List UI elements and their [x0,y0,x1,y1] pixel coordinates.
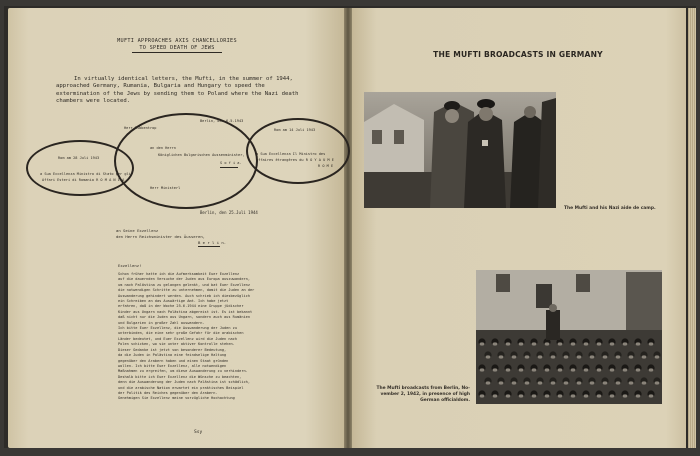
letter-body-line: Maßnahmen zu ergreifen, um diese Auswanderung zu verhindern. [118,369,248,374]
crowd-face [649,368,654,371]
crowd-face [558,368,563,371]
doc-recipient-3a: a Sua Eccellenza Il Ministro des [256,152,326,156]
crowd-face [558,394,563,397]
crowd-face [545,368,550,371]
doc-addr-2: an den Herrn [150,146,176,150]
crowd-face [629,381,634,384]
letter-body-line: wollen. Ich bitte Euer Exzellenz, alle notwendigen [118,363,227,368]
crowd-face [493,394,498,397]
crowd-face [506,342,511,345]
letter-body-line: ein Schreiben an das Auswärtige Amt. Ich habe jetzt [118,299,229,304]
crowd-face [532,394,537,397]
crowd-face [538,355,543,358]
crowd-face [603,355,608,358]
crowd-face [506,394,511,397]
crowd-face [486,381,491,384]
left-page-title: MUFTI APPROACHES AXIS CHANCELLORIES TO SPEED DEATH OF JEWS [117,38,237,51]
crowd-face [506,368,511,371]
crowd-face [610,394,615,397]
letter-body-line: Dieser Gedanke ist jetzt von besonderer Bedeutung, [118,347,227,352]
caption-photo-1: The Mufti and his Nazi aide de camp. [564,206,656,211]
letter-body-line: unterbinden, die eine sehr große Gefahr für die arabischen [118,331,244,336]
doc-recipient-2a: a Sua Eccellenza Ministro di Stato per gli [40,172,131,176]
crowd-face [532,368,537,371]
letter-body [118,272,328,402]
doc-addr-3: Königlichen Bulgarischen Aussenminister, [158,153,245,157]
crowd-face [564,355,569,358]
crowd-face [584,394,589,397]
crowd-face [519,394,524,397]
letter-body-line: Polen schicken, wo sie unter aktiver Kontrolle stehen. [118,342,235,347]
crowd-face [655,381,660,384]
letter-body-line: um nach Palästina zu gelangen gelenkt, und bat Euer Exzellenz [118,282,250,287]
crowd-face [512,381,517,384]
doc-recipient-3b: affaires étrangères du R O Y A U M E [256,158,334,162]
letter-body-line: der Politik des Reiches gegenüber den Arabern. [118,390,218,395]
crowd-face [480,342,485,345]
caption-2-line: German officialdom. [420,398,470,403]
crowd-face [571,342,576,345]
caption-photo-2 [366,386,470,404]
crowd-face [558,342,563,345]
addressee-3: B e r l i n. [198,240,227,245]
letter-body-line: die notwendigen Schritte zu unternehmen, damit die Juden an der [118,288,255,293]
crowd-face [590,355,595,358]
crowd-face [577,381,582,384]
crowd-face [590,381,595,384]
crowd-face [623,342,628,345]
crowd-face [564,381,569,384]
doc-date-4: Berlin, den 25.Juli 1944 [200,210,258,215]
crowd-face [480,368,485,371]
signature: Ssy [194,430,203,435]
title-underline [132,52,222,53]
caption-2-line: The Mufti broadcasts from Berlin, No- [376,386,470,391]
addressee-2: den Herrn Reichsminister des Äusseren, [116,234,206,239]
page-edges [688,8,696,448]
letter-body-line: Auswanderung gehindert werden. Auch schrieb ich diesbezüglich [118,293,250,298]
right-page-title: THE MUFTI BROADCASTS IN GERMANY [433,50,603,59]
crowd-face [538,381,543,384]
crowd-face [649,394,654,397]
crowd-face [649,342,654,345]
letter-body-line: Länder bedeutet, und Euer Exzellenz wird die Juden nach [118,336,237,341]
letter-body-line: Kinder aus Ungarn nach Palästina abgereist ist. Es ist bekannt [118,309,253,314]
photo-mufti-broadcast [476,270,662,404]
letter-body-line: und die arabische Nation erwartet ein praktisches Beispiel [118,385,244,390]
crowd-face [499,381,504,384]
salutation: Exzellenz! [118,263,142,268]
crowd-face [655,355,660,358]
photo-mufti-broadcast-image [476,270,662,404]
crowd-face [603,381,608,384]
letter-body-line: denn die Auswanderung der Juden nach Palästina ist schädlich, [118,380,250,385]
doc-date-3: Rom am 14 Juli 1943 [274,128,316,132]
letter-body-line: Deshalb bitte ich Euer Exzellenz die Wünsche zu beachten, [118,374,242,379]
doc-date-1: Berlin, den 6.5.1943 [200,119,244,123]
crowd-face [480,394,485,397]
crowd-face [629,355,634,358]
letter-body-line: gegenüber den Arabern haben und einen Staat gründen [118,358,229,363]
crowd-face [571,368,576,371]
crowd-face [597,342,602,345]
addressee-3-underline [198,246,220,247]
crowd-face [636,368,641,371]
letter-body-line: da die Juden in Palästina eine feindselige Haltung [118,353,227,358]
crowd-face [519,342,524,345]
crowd-face [512,355,517,358]
intro-paragraph: In virtually identical letters, the Mufti, in the summer of 1944, approached Germany, Rumania, Bulgaria and Hungary to speed the extermination of the Jews by sending them to Poland where the Nazi death chambers were located. [56,76,299,105]
crowd-face [616,381,621,384]
doc-city-3: R O M E [318,164,334,168]
crowd-face [610,368,615,371]
crowd-face [493,368,498,371]
caption-2-line: vember 2, 1942, in presence of high [380,392,470,397]
letter-body-line: Schon früher hatte ich die Aufmerksamkeit Euer Exzellenz [118,272,240,276]
letter-body-line: Genehmigen Sie Exzellenz meine vorzügliche Hochachtung [118,396,235,401]
crowd-face [551,355,556,358]
crowd-face [493,342,498,345]
crowd-face [545,394,550,397]
crowd-face [571,394,576,397]
crowd-face [551,381,556,384]
doc-city-1-underline [220,167,238,168]
crowd-face [610,342,615,345]
crowd-face [577,355,582,358]
book-gutter [344,8,352,448]
letter-body-line: daß nicht nur die Juden aus Ungarn, sondern auch aus Rumänien [118,315,250,320]
crowd-face [486,355,491,358]
letter-body-line: auf die dauernden Versuche der Juden aus Europa auszuwandern, [118,277,250,282]
crowd-face [597,394,602,397]
crowd-face [584,368,589,371]
doc-city-1: S o f i a. [220,161,242,165]
crowd-face [584,342,589,345]
crowd-face [525,355,530,358]
crowd-face [636,342,641,345]
letter-body-line: erfahren, daß in der Woche 25.6.1944 eine Gruppe jüdischer [118,304,244,309]
crowd-face [642,381,647,384]
photo-mufti-aide [364,92,556,208]
doc-recipient-2b: Affari Esteri di Romania R O M A N I A [42,178,125,182]
doc-addr-1: Herr Ribbentrop [124,126,157,130]
letter-body-line: und Bulgarien in großer Zahl auswandern. [118,320,205,325]
crowd-face [525,381,530,384]
letter-body-line: Ich bitte Euer Exzellenz, die Auswanderung der Juden zu [118,326,237,331]
crowd-face [532,342,537,345]
crowd-face [642,355,647,358]
crowd-face [597,368,602,371]
crowd-face [545,342,550,345]
crowd-face [616,355,621,358]
addressee-1: an Seine Exzellenz [116,228,159,233]
crowd-face [623,368,628,371]
photo-mufti-aide-image [364,92,556,208]
doc-date-2: Rom am 28 Juli 1943 [58,156,100,160]
crowd-face [519,368,524,371]
doc-salut-1: Herr Ministerl [150,186,181,190]
crowd-face [623,394,628,397]
crowd-face [499,355,504,358]
crowd-face [636,394,641,397]
